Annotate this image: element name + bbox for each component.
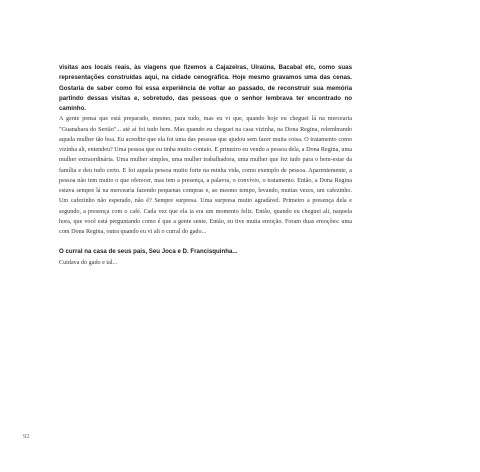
- interview-closing: Cuidava do gado e tal...: [59, 259, 118, 266]
- interview-subheading: O curral na casa de seus pais, Seu Joca e D. Francisquinha...: [59, 248, 238, 256]
- interview-question: visitas aos locais reais, às viagens que fizemos a Cajazeiras, Uiraúna, Bacabal etc, como suas representações construídas aqui, na cidade cenográfica. Hoje mesmo gravamos uma das cenas. Gostaria de saber como foi essa experiência de voltar ao passado, de reconstruir sua memória partindo dessas visitas e, sobretudo, das pessoas que o senhor lembrava ter encontrado no caminho.: [59, 64, 352, 112]
- interview-answer: A gente pensa que está preparado, mesmo, para tudo, mas eu vi que, quando hoje eu cheguei lá na mercearia "Guanabara do Sertão"... até aí foi tudo bem. Mas quando eu cheguei na casa vizinha, na Dona Regina, relembrando aquela mulher tão boa. Eu acredito que ela foi uma das pessoas que ajudou sem fazer muita coisa. O tratamento como vizinha ali, entendeu? Uma pessoa que eu tinha muito contato. E primeiro eu vendo a pessoa dela, a Dona Regina, uma mulher extraordinária. Uma mulher simples, uma mulher trabalhadora, uma mulher que fez tudo para o bem-estar da família e deu tudo certo. E foi aquela pessoa muito forte na minha vida, como exemplo de pessoa. Aparentemente, a pessoa não tem muito o que oferecer, mas tem a presença, a palavra, o convívio, o tratamento. Então, a Dona Regina estava sempre lá na mercearia fazendo pequenas compras e, ao mesmo tempo, levando, muitas vezes, um cafezinho. Um cafezinho não esperado, não é? Sempre surpresa. Uma surpresa muito agradável. Primeiro a presença dela e segundo, a presença com o café. Cada vez que ela ia era um momento feliz. Então, quando eu cheguei ali, naquela hora, que você está perguntando como é que a gente sente. Então, eu tive muita emoção. Foram duas emoções: uma com Dona Regina, outra quando eu vi ali o curral do gado...: [59, 116, 352, 235]
- page-content: [59, 63, 352, 268]
- page-number: 92: [23, 433, 30, 440]
